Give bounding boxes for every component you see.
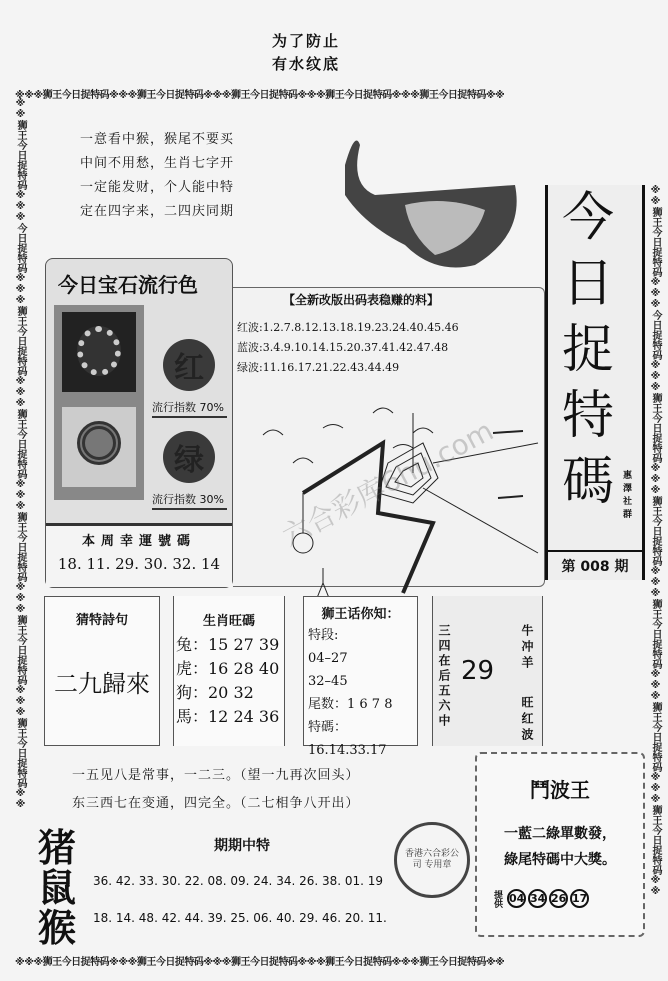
spider-web-drawing (233, 383, 543, 583)
number-ball: 17 (570, 889, 589, 908)
number-ball: 04 (507, 889, 526, 908)
lucky-label: 本周幸運號碼 (81, 534, 196, 549)
zodiac-row: 狗：20 32 (176, 683, 254, 702)
green-popularity-index: 流行指数 30% (152, 491, 227, 510)
lion-row: 32–45 (308, 674, 348, 689)
zodiac-box (173, 596, 285, 746)
poem-line: 中间不用愁，生肖七字开 (80, 156, 235, 171)
top-border-text: ※※※狮王今日捉特码※※※狮王今日捉特码※※※狮王今日捉特码※※※狮王今日捉特码※※※狮王今日捉特码※※ (15, 90, 505, 101)
lucky-numbers: 18. 11. 29. 30. 32. 14 (57, 555, 221, 573)
lion-row: 04–27 (308, 651, 348, 666)
gem-panel (45, 258, 233, 588)
gem-ring-image (62, 312, 136, 392)
top-poem (80, 128, 234, 224)
gem-images (54, 305, 144, 500)
lion-row: 尾数：1 6 7 8 (308, 697, 393, 712)
poem-box-title: 猜特詩句 (75, 613, 128, 628)
wave-heading: 【全新改版出码表稳赚的料】 (283, 293, 440, 307)
zodiac-char: 猪 (38, 826, 77, 870)
hint-left: 三四在后五六中 (437, 624, 451, 729)
title-text: 今日捉特碼 (561, 188, 614, 512)
wave-king-text (477, 821, 643, 873)
lion-list (304, 624, 417, 762)
period-line-1: 36. 42. 33. 30. 22. 08. 09. 24. 34. 26. 38. 01. 19 (93, 874, 384, 888)
poem-box-text: 二九歸來 (54, 670, 150, 698)
wave-lists (237, 318, 459, 378)
right-border-text: ※※狮王今日捉特码※※※今日捉特码※※※狮王今日捉特码※※※狮王今日捉特码※※※狮王今日捉特码※※※狮王今日捉特码※※※狮王今日捉特码※※ (650, 185, 661, 897)
zodiac-row: 馬：12 24 36 (176, 707, 280, 726)
header-note (272, 30, 340, 76)
hint-box (432, 596, 543, 746)
big-zodiac (38, 828, 76, 948)
red-popularity-index: 流行指数 70% (152, 399, 227, 418)
wave-king-title: 鬥波王 (530, 778, 590, 802)
hint-right-bottom: 旺红波 (520, 696, 534, 744)
poem-line: 东三西七在变通，四完全。（二七相争八开出） (72, 796, 360, 811)
lion-box-title: 狮王话你知： (321, 607, 400, 622)
hint-number: 29 (461, 656, 495, 686)
zodiac-box-title: 生肖旺碼 (202, 614, 255, 629)
green-color-badge: 绿 (163, 431, 215, 483)
number-ball: 34 (528, 889, 547, 908)
lion-row: 特碼：16.14.33.17 (308, 720, 387, 758)
provide-label: 提供 (492, 889, 502, 908)
zodiac-char: 鼠 (38, 866, 77, 910)
wave-king-balls (477, 889, 643, 908)
poem-line: 一定能发财，个人能中特 (80, 180, 235, 195)
left-border-text: ※※狮王今日捉特码※※※今日捉特码※※※狮王今日捉特码※※※狮王今日捉特码※※※狮王今日捉特码※※※狮王今日捉特码※※※狮王今日捉特码※※ (15, 98, 26, 810)
title-box (545, 185, 645, 580)
zodiac-list (174, 633, 284, 729)
wave-king-line: 一藍二綠單數發， (504, 826, 616, 842)
zodiac-row: 兔：15 27 39 (176, 635, 280, 654)
header-line-1: 为了防止 (272, 32, 341, 50)
gem-ring-image (62, 407, 136, 487)
wave-king-box (475, 752, 645, 937)
bottom-poem (72, 762, 360, 818)
blue-wave: 蓝波:3.4.9.10.14.15.20.37.41.42.47.48 (237, 341, 449, 354)
header-line-2: 有水纹底 (272, 55, 341, 73)
wave-king-line: 綠尾特碼中大獎。 (504, 852, 616, 868)
hint-right-top: 牛冲羊 (520, 624, 534, 672)
zodiac-row: 虎：16 28 40 (176, 659, 280, 678)
bottom-border-text: ※※※狮王今日捉特码※※※狮王今日捉特码※※※狮王今日捉特码※※※狮王今日捉特码※※※狮王今日捉特码※※ (15, 957, 505, 968)
period-title: 期期中特 (214, 838, 270, 854)
wave-panel (233, 287, 545, 587)
poem-line: 一五见八是常事，一二三。（望一九再次回头） (72, 768, 360, 783)
number-ball: 26 (549, 889, 568, 908)
publisher: 惠澤社群 (621, 470, 631, 522)
issue-number: 第 008 期 (548, 550, 642, 576)
bird-illustration (325, 125, 545, 275)
lion-box (303, 596, 418, 758)
company-stamp: 香港六合彩公司 专用章 (394, 822, 470, 898)
poem-box (44, 596, 160, 746)
red-color-badge: 红 (163, 339, 215, 391)
poem-line: 一意看中猴，猴尾不要买 (80, 132, 235, 147)
lion-row: 特段: (308, 628, 339, 643)
watermark: 六合彩库6hu.com (276, 413, 499, 553)
zodiac-char: 猴 (38, 906, 77, 950)
lucky-numbers-section (46, 523, 232, 587)
red-wave: 红波:1.2.7.8.12.13.18.19.23.24.40.45.46 (237, 321, 459, 334)
period-line-2: 18. 14. 48. 42. 44. 39. 25. 06. 40. 29. 46. 20. 11. (93, 911, 387, 925)
green-wave: 绿波:11.16.17.21.22.43.44.49 (237, 361, 400, 374)
gem-title: 今日宝石流行色 (58, 273, 198, 297)
poem-line: 定在四字来，二四庆同期 (80, 204, 235, 219)
